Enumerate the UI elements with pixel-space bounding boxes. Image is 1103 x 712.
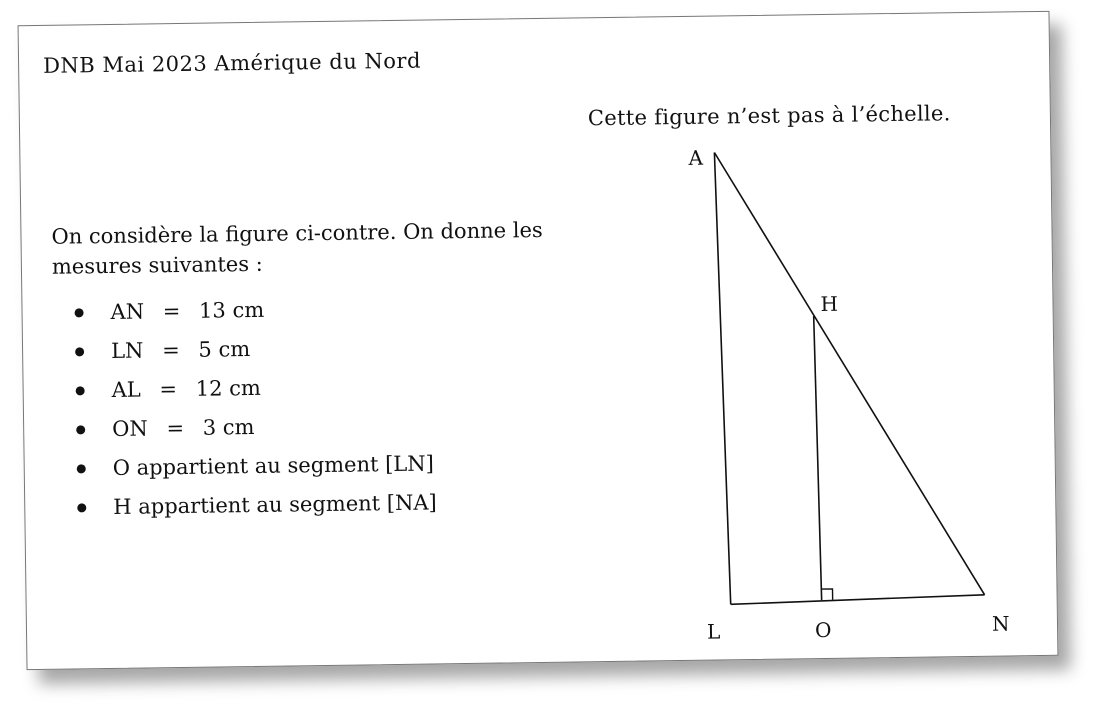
measure-value: 12 bbox=[195, 376, 223, 401]
measure-label: LN bbox=[110, 338, 144, 363]
bullet-icon bbox=[76, 425, 85, 434]
measure-label: AN bbox=[110, 299, 145, 324]
bullet-icon bbox=[77, 503, 86, 512]
statement bbox=[51, 215, 575, 528]
exam-title: DNB Mai 2023 Amérique du Nord bbox=[42, 48, 422, 78]
measure-equals: = bbox=[166, 415, 185, 441]
right-angle-icon bbox=[821, 589, 832, 600]
triangle-figure bbox=[670, 131, 1010, 656]
measure-unit: cm bbox=[229, 375, 262, 401]
segment-al bbox=[714, 152, 730, 604]
bullet-icon bbox=[76, 386, 85, 395]
measure-label: AL bbox=[111, 377, 141, 402]
bullet-icon bbox=[75, 347, 84, 356]
bullet-icon bbox=[77, 464, 86, 473]
segment-an bbox=[714, 149, 984, 599]
measure-equals: = bbox=[162, 298, 181, 324]
bullet-icon bbox=[75, 308, 84, 317]
point-label-a: A bbox=[688, 145, 704, 170]
measure-unit: cm bbox=[222, 414, 255, 440]
measure-unit: cm bbox=[232, 297, 265, 323]
point-label-h: H bbox=[820, 291, 839, 317]
measure-label: ON bbox=[112, 416, 148, 441]
point-label-o: O bbox=[814, 617, 832, 643]
measure-value: 13 bbox=[198, 298, 226, 323]
scale-note: Cette figure n’est pas à l’échelle. bbox=[587, 101, 951, 131]
fact-text: O appartient au segment [LN] bbox=[112, 451, 435, 480]
point-label-n: N bbox=[991, 611, 1010, 636]
measure-equals: = bbox=[159, 377, 178, 402]
measure-unit: cm bbox=[218, 337, 251, 362]
measures-list bbox=[52, 287, 575, 528]
measure-value: 5 bbox=[198, 337, 212, 362]
segment-ln bbox=[731, 595, 985, 605]
exercise-card bbox=[18, 11, 1059, 670]
point-label-l: L bbox=[706, 619, 721, 644]
measure-equals: = bbox=[161, 338, 180, 363]
fact-h-on-na bbox=[55, 481, 575, 527]
fact-text: H appartient au segment [NA] bbox=[113, 490, 437, 519]
measure-value: 3 bbox=[202, 415, 217, 440]
segment-ho bbox=[814, 316, 822, 600]
statement-intro: On considère la figure ci-contre. On donne les mesures suivantes : bbox=[51, 217, 543, 279]
